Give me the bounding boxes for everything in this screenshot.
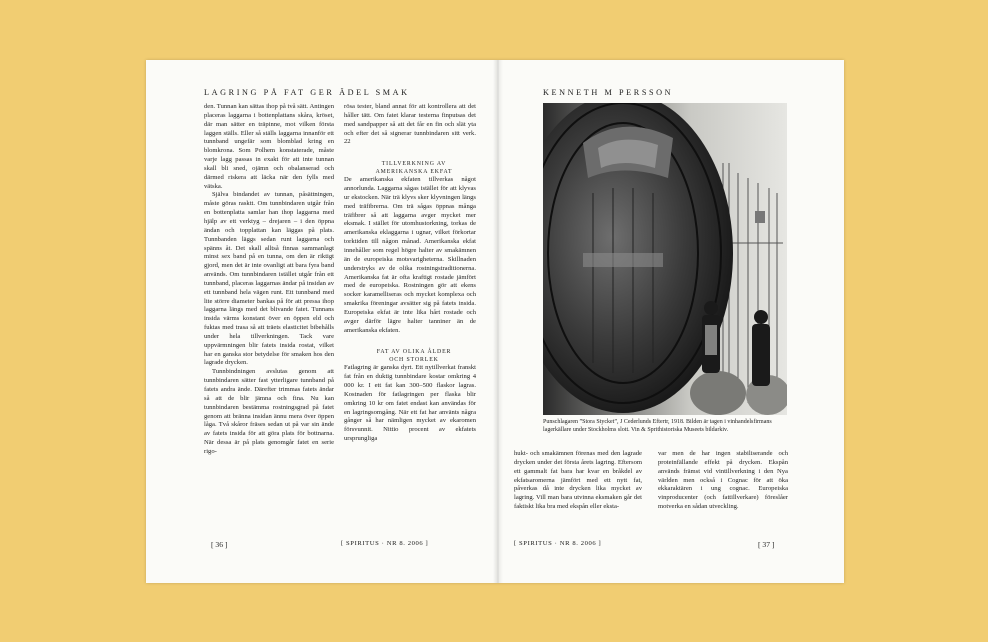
barrel-photo: [543, 103, 787, 415]
paragraph: De amerikanska ekfaten tillverkas något annorlunda. Laggarna sågas istället för att klyvas ur ekstocken. När trä klyvs sker klyvningen längs med träfibrerna. Om trä sågas öppnas många träfibrer så att laggarna avger mycket mer eksmak. I stället för utomhustorkning, torkas de amerikanska eklaggarna i ugnar, vilket förkortar torktiden till någon månad. Amerikanska ekfat innehåller som regel högre halter av smakämnen än de europeiska motsvarigheterna. Skillnaden understryks av de olika rostningstraditionerna. Amerikanska fat är ofta kraftigt rostade jämfört med de europeiska. Rostningen gör att ekens socker karamelliseras och mycket komplexa och smakrika föreningar avsätter sig på fatets insida. Europeiska ekfat är inte lika hårt rostade och avger därför lägre halter tanniner än de amerikanska ekfaten.: [344, 176, 476, 334]
left-column-1: [204, 103, 334, 533]
subheading: TILLVERKNING AV: [381, 161, 447, 168]
page-number-left: [ 36 ]: [211, 540, 228, 549]
magazine-spread: [146, 60, 844, 583]
subheading: AMERIKANSKA EKFAT: [375, 169, 453, 176]
subheading: FAT AV OLIKA ÅLDER: [376, 349, 452, 356]
paragraph: Tunnbindningen avslutas genom att tunnbindaren sätter fast ytterligare tunnband på fatets andra ände. Därefter trimmas fatets ändar så att de blir jämna och fina. Nu kan tunnbindaren bestämma rostningsgrad på fatet genom att bränna insidan ännu mera över öppen låga. Två skåror fräses sedan ut på var sin ände av fatets insida för att göra plats för bottnarna. När dessa är på plats genomgår fatet en serie rigo-: [204, 368, 334, 455]
page-gutter: [493, 60, 503, 583]
paragraph: var men de har ingen stabiliserande och proteinfällande effekt på drycken. Ekspån används främst vid vintillverkning i den Nya världen men också i Cognac för att öka ekkaraktären i ung cognac. Europeiska vinproducenter (och fattillverkare) föreslåer motverka en sådan utveckling.: [658, 450, 788, 511]
issue-footer-right: [ SPIRITUS · NR 8. 2006 ]: [514, 540, 602, 547]
issue-footer-left: [ SPIRITUS · NR 8. 2006 ]: [341, 540, 429, 547]
right-column-1: [514, 450, 642, 540]
running-head-left: LAGRING PÅ FAT GER ÄDEL SMAK: [204, 88, 410, 97]
right-column-2: [658, 450, 788, 540]
paragraph: Fatlagring är ganska dyrt. Ett nytillverkat franskt fat från en duktig tunnbindare kostar omkring 4 000 kr. I ett fat kan 300–500 flaskor lagras. Kostnaden för fatlagringen per flaska blir omkring 10 kr om fatet endast kan användas för en lagringsomgång. När ett fat har använts några gånger så har nämligen mycket av ekaromen försvunnit. Nittio procent av ekfatets ursprungliga: [344, 364, 476, 443]
left-column-2: [344, 103, 476, 533]
photo-caption: Punschlagaren ”Stora Stycket”, J Cederlunds Eftertr, 1918. Bilden är tagen i vinhandelsfirmans lagerkällare under Stockholms slott. Vin & Sprithistoriska Museets bildarkiv.: [543, 419, 772, 433]
paragraph: hukt- och smakämnen förenas med den lagrade drycken under det första årets lagring. Eftersom ett gammalt fat bara har kvar en bråkdel av ekfatsaromerna jämfört med ett nytt fat, påverkas då inte drycken lika mycket av lagring. Vill man bara utvinna eksmaken går det faktiskt lika bra med ekspån eller eksta-: [514, 450, 642, 511]
paragraph: rösa tester, bland annat för att kontrollera att det håller tätt. Om fatet klarar testerna finputsas det med sandpapper så att det får en fin och slät yta och efter det så signerar tunnbindaren sitt verk. 22: [344, 103, 476, 146]
paragraph: Själva bindandet av tunnan, påsättningen, måste göras rasktt. Om tunnbindaren utgår från en bottenplatta samlar han ihop laggarna med hjälp av ett verktyg – drejaren – i den öppna ändan och topplattan kan läggas på plats. Tunnbanden läggs sedan runt laggarna och spänns åt. Det skall alltså finnas sammanlagt minst sex band på en tunna, om den är riktigt gjord, men det är inte ovanligt att bara fyra band används. Om tunnbindaren istället utgår från ett tunnband, placeras laggarnas ändar på insidan av ett tunnband hela vägen runt. Ett tunnband med lite större diameter bankas på för att pressa ihop laggarna längs med det blivande fatet. Tunnans insida värms konstant över en öppen eld och fuktas med trasa så att träets elasticitet bibehålls under hela tillverkningen. Tack vare uppvärmningen blir fatets insida rostat, vilket har en ganska stor betydelse för smaken hos den lagrade drycken.: [204, 191, 334, 367]
page-number-right: [ 37 ]: [758, 540, 775, 549]
paragraph: den. Tunnan kan sättas ihop på två sätt. Antingen placeras laggarna i bottenplattans skåra, kröset, där man sätter en träpinne, mot vilken första laggen ställs. Eller så ställs laggarna innanför ett tunnband ungefär som blomblad kring en blomkrona. Som Polhem konstaterade, måste varje lagg passas in exakt för att inte tunnan skall bli sned, ojämn och obalanserad och därmed riskera att läcka när den fylls med vätska.: [204, 103, 334, 190]
running-head-right: KENNETH M PERSSON: [543, 88, 674, 97]
barrel-photo-illustration: [543, 103, 787, 415]
subheading: OCH STORLEK: [389, 357, 439, 364]
